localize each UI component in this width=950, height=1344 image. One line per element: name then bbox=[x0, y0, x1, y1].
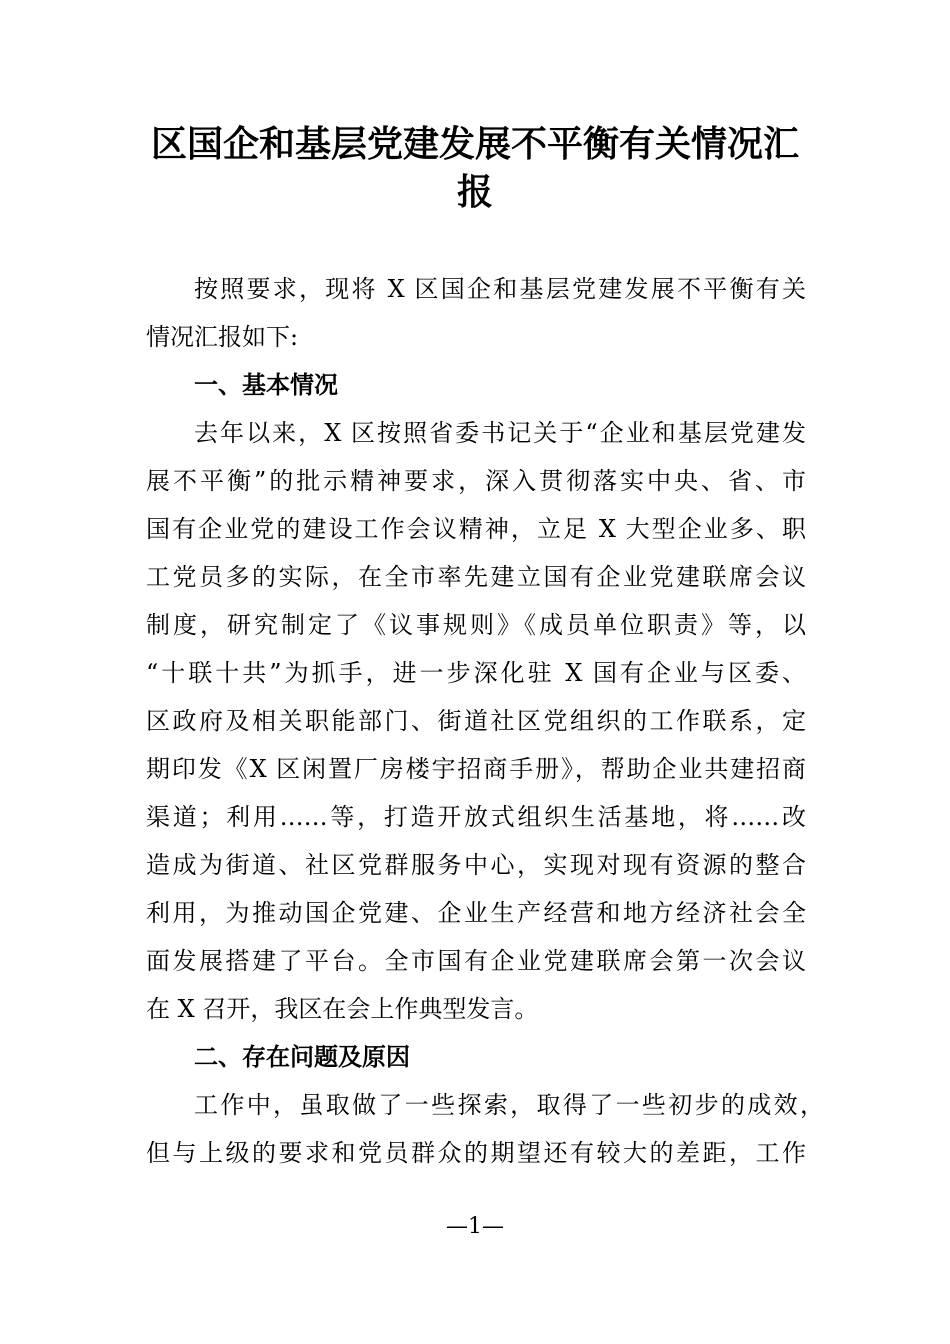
section1-line: 在 X 召开，我区在会上作典型发言。 bbox=[146, 995, 539, 1023]
document-title-line-1: 区国企和基层党建发展不平衡有关情况汇 bbox=[150, 123, 799, 165]
section1-line: 制度，研究制定了《议事规则》《成员单位职责》等，以 bbox=[146, 611, 806, 639]
section-heading-problems-and-causes: 二、存在问题及原因 bbox=[194, 1043, 410, 1071]
section1-line: 渠道；利用……等，打造开放式组织生活基地，将……改 bbox=[146, 803, 806, 831]
section1-line: 展不平衡”的批示精神要求，深入贯彻落实中央、省、市 bbox=[146, 467, 806, 495]
section1-line: 去年以来，X 区按照省委书记关于“企业和基层党建发 bbox=[194, 419, 806, 447]
section2-line: 但与上级的要求和党员群众的期望还有较大的差距，工作 bbox=[146, 1139, 806, 1167]
section1-line: 国有企业党的建设工作会议精神，立足 X 大型企业多、职 bbox=[146, 515, 806, 543]
section1-line: 期印发《X 区闲置厂房楼宇招商手册》，帮助企业共建招商 bbox=[146, 755, 806, 783]
section2-line: 工作中，虽取做了一些探索，取得了一些初步的成效， bbox=[194, 1091, 824, 1119]
section1-line: 工党员多的实际，在全市率先建立国有企业党建联席会议 bbox=[146, 563, 806, 591]
page-number: —1— bbox=[446, 1214, 504, 1239]
section1-line: 面发展搭建了平台。全市国有企业党建联席会第一次会议 bbox=[146, 947, 806, 975]
document-title-line-2: 报 bbox=[456, 171, 493, 213]
section-heading-basic-situation: 一、基本情况 bbox=[194, 371, 338, 399]
intro-line-2: 情况汇报如下: bbox=[146, 323, 299, 351]
section1-line: 区政府及相关职能部门、街道社区党组织的工作联系，定 bbox=[146, 707, 806, 735]
intro-line-1: 按照要求，现将 X 区国企和基层党建发展不平衡有关 bbox=[194, 275, 806, 303]
section1-line: “十联十共”为抓手，进一步深化驻 X 国有企业与区委、 bbox=[146, 659, 806, 687]
section1-line: 造成为街道、社区党群服务中心，实现对现有资源的整合 bbox=[146, 851, 806, 879]
section1-line: 利用，为推动国企党建、企业生产经营和地方经济社会全 bbox=[146, 899, 806, 927]
